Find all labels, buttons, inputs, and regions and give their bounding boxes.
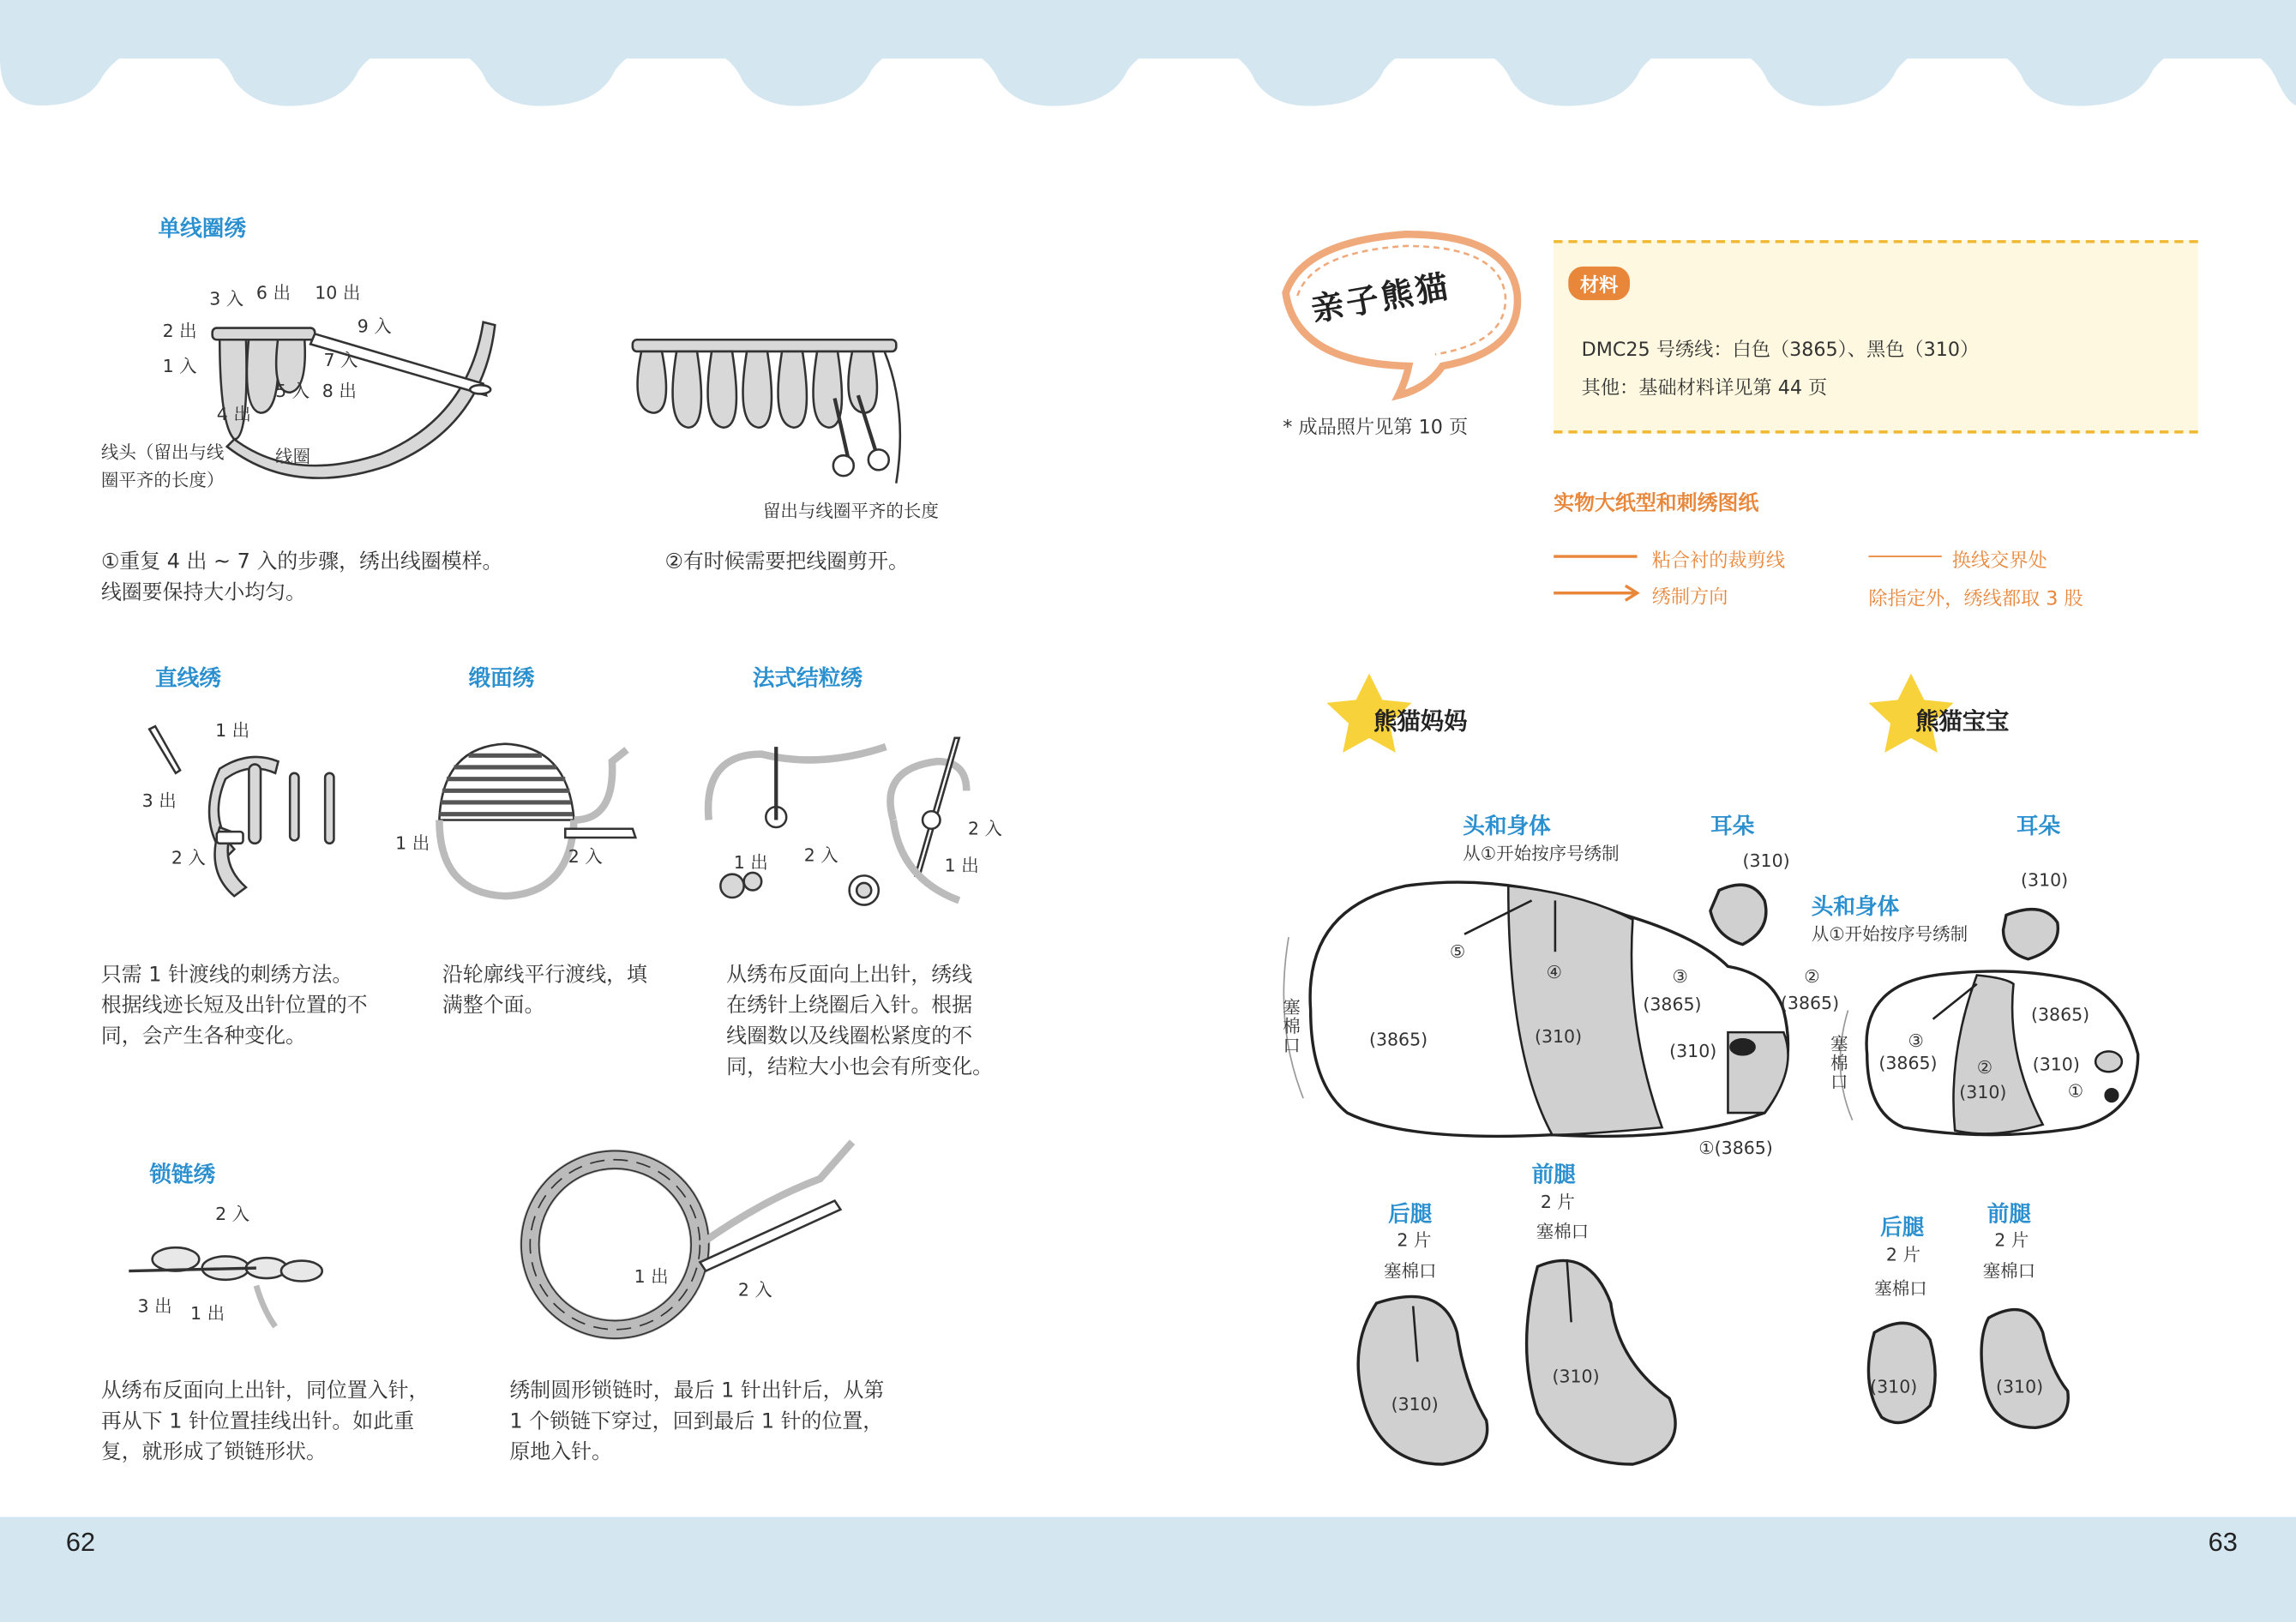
- baby-color-3865-a: (3865): [1878, 1053, 1938, 1073]
- mother-num-5: ⑤: [1449, 941, 1466, 963]
- chain-caption-2b: 1 个锁链下穿过，回到最后 1 针的位置，: [509, 1409, 884, 1434]
- baby-back-leg: [1868, 1323, 1935, 1422]
- mother-color-310-b: (310): [1669, 1041, 1717, 1062]
- label-2out: 2 出: [162, 321, 197, 341]
- french-label-1out: 1 出: [733, 852, 768, 873]
- label-3in: 3 入: [209, 288, 244, 309]
- straight-label-1out: 1 出: [215, 720, 250, 742]
- baby-front-leg-color: (310): [1996, 1376, 2044, 1397]
- baby-color-3865-b: (3865): [2030, 1004, 2090, 1025]
- straight-label-3out: 3 出: [141, 790, 177, 812]
- mother-num-3: ③: [1672, 966, 1688, 988]
- label-tail-a: 线头（留出与线: [100, 442, 225, 463]
- mother-back-leg: [1358, 1296, 1488, 1464]
- satin-stitch-diagram: [439, 744, 635, 897]
- label-8out: 8 出: [322, 381, 357, 401]
- materials-line-1: DMC25 号绣线：白色（3865）、黑色（310）: [1581, 339, 1980, 362]
- mother-back-leg-title: 后腿: [1388, 1200, 1433, 1228]
- mother-stuff-label: 塞棉口: [1283, 997, 1301, 1056]
- satin-caption-a: 沿轮廓线平行渡线，填: [442, 963, 647, 988]
- baby-head-body-title: 头和身体: [1811, 892, 1900, 920]
- mother-ear-title: 耳朵: [1710, 812, 1755, 839]
- single-loop-caption-1b: 线圈要保持大小均匀。: [100, 581, 306, 605]
- straight-caption-c: 同，会产生各种变化。: [100, 1024, 306, 1048]
- legend-direction: 绣制方向: [1651, 586, 1728, 610]
- mother-order-note: 从①开始按序号绣制: [1463, 843, 1620, 864]
- label-9in: 9 入: [357, 315, 392, 337]
- french-knot-title: 法式结粒绣: [752, 664, 863, 692]
- baby-front-leg-title: 前腿: [1986, 1200, 2032, 1228]
- mother-front-leg-stuff: 塞棉口: [1536, 1221, 1590, 1242]
- mother-front-leg-color: (310): [1552, 1366, 1600, 1387]
- mother-color-3865-a: (3865): [1368, 1029, 1428, 1050]
- baby-back-leg-pcs: 2 片: [1885, 1244, 1920, 1265]
- mother-back-leg-pcs: 2 片: [1397, 1229, 1432, 1251]
- baby-front-leg-stuff: 塞棉口: [1982, 1260, 2036, 1282]
- french-label-2in-b: 2 入: [967, 818, 1003, 839]
- straight-caption-a: 只需 1 针渡线的刺绣方法。: [100, 963, 353, 988]
- baby-num-3: ③: [1908, 1030, 1924, 1052]
- chain-circle-label-2in: 2 入: [737, 1279, 772, 1301]
- label-tail-b: 圈平齐的长度）: [100, 470, 225, 491]
- chain-title: 锁链绣: [149, 1161, 216, 1188]
- french-caption-d: 同，结粒大小也会有所变化。: [726, 1055, 994, 1079]
- single-loop-diagram-2: [633, 339, 900, 483]
- baby-front-leg-pcs: 2 片: [1994, 1229, 2029, 1251]
- baby-ear-title: 耳朵: [2016, 812, 2061, 839]
- straight-stitch-diagram: [149, 726, 334, 896]
- label-6out: 6 出: [255, 282, 291, 303]
- chain-caption-2a: 绣制圆形锁链时，最后 1 针出针后，从第: [509, 1379, 885, 1403]
- chain-label-2in: 2 入: [215, 1203, 250, 1224]
- pattern-title: 实物大纸型和刺绣图纸: [1554, 491, 1759, 516]
- baby-stuff-label: 塞棉口: [1830, 1033, 1848, 1093]
- single-loop-caption-1a: ①重复 4 出 ~ 7 入的步骤，绣出线圈模样。: [100, 550, 503, 574]
- baby-num-1: ①: [2067, 1080, 2084, 1102]
- label-10out: 10 出: [315, 282, 361, 303]
- satin-label-1out: 1 出: [395, 832, 430, 854]
- mother-num-1: ①(3865): [1698, 1138, 1773, 1159]
- baby-back-leg-title: 后腿: [1880, 1213, 1925, 1241]
- chain-label-3out: 3 出: [137, 1295, 172, 1317]
- label-1in: 1 入: [162, 356, 197, 376]
- french-knot-diagram: [708, 738, 966, 905]
- baby-color-310-b: (310): [2032, 1054, 2080, 1075]
- mother-num-4: ④: [1546, 962, 1563, 983]
- mother-back-leg-stuff: 塞棉口: [1384, 1260, 1437, 1282]
- satin-label-2in: 2 入: [568, 846, 603, 868]
- french-label-1out-b: 1 出: [944, 855, 979, 876]
- chain-caption-1a: 从绣布反面向上出针，同位置入针，: [100, 1379, 430, 1403]
- materials-tag: 材料: [1568, 267, 1630, 300]
- satin-caption-b: 满整个面。: [442, 994, 545, 1018]
- baby-order-note: 从①开始按序号绣制: [1811, 923, 1968, 945]
- baby-ear-color: (310): [2021, 869, 2069, 891]
- baby-back-leg-color: (310): [1870, 1376, 1918, 1397]
- chain-label-1out: 1 出: [190, 1303, 225, 1325]
- baby-color-310-a: (310): [1959, 1082, 2007, 1103]
- mother-back-leg-color: (310): [1391, 1394, 1439, 1415]
- baby-num-2: ②: [1976, 1057, 1993, 1078]
- label-4out: 4 出: [216, 404, 251, 425]
- materials-line-2: 其他：基础材料详见第 44 页: [1581, 377, 1828, 400]
- legend-strands: 除指定外，绣线都取 3 股: [1868, 588, 2083, 611]
- straight-title: 直线绣: [155, 664, 221, 692]
- mother-ear-color: (310): [1742, 850, 1790, 872]
- straight-label-2in: 2 入: [171, 847, 206, 868]
- scalloped-header: [0, 0, 2296, 106]
- french-caption-a: 从绣布反面向上出针，绣线: [726, 963, 973, 988]
- label-5in: 5 入: [275, 381, 310, 401]
- satin-title: 缎面绣: [468, 664, 535, 692]
- mother-color-3865-b: (3865): [1643, 994, 1702, 1015]
- mother-front-leg: [1527, 1259, 1676, 1464]
- legend-swap: 换线交界处: [1951, 550, 2047, 573]
- french-label-2in: 2 入: [803, 844, 838, 866]
- page-number-left: 62: [65, 1527, 96, 1557]
- straight-caption-b: 根据线迹长短及出针位置的不: [100, 994, 368, 1018]
- chain-circle-diagram: [521, 1142, 852, 1338]
- mother-label: 熊猫妈妈: [1373, 706, 1468, 736]
- legend-cut: 粘合衬的裁剪线: [1651, 550, 1786, 573]
- label-7in: 7 入: [323, 350, 358, 371]
- mother-color-3865-c: (3865): [1780, 993, 1840, 1013]
- mother-front-leg-pcs: 2 片: [1540, 1192, 1575, 1213]
- french-caption-c: 线圈数以及线圈松紧度的不: [726, 1024, 973, 1048]
- label-loop: 线圈: [275, 446, 311, 467]
- project-title: 亲子熊猫: [1308, 268, 1454, 330]
- chain-circle-label-1out: 1 出: [634, 1266, 669, 1288]
- label-keep: 留出与线圈平齐的长度: [762, 501, 939, 522]
- single-loop-title: 单线圈绣: [158, 215, 246, 242]
- french-caption-b: 在绣针上绕圈后入针。根据: [726, 994, 973, 1018]
- chain-caption-2c: 原地入针。: [509, 1440, 612, 1464]
- mother-body-pattern: [1283, 882, 1788, 1136]
- mother-color-310-a: (310): [1534, 1026, 1583, 1048]
- baby-back-leg-stuff: 塞棉口: [1874, 1278, 1927, 1299]
- baby-label: 熊猫宝宝: [1915, 706, 2010, 736]
- single-loop-caption-2: ②有时候需要把线圈剪开。: [664, 550, 909, 574]
- baby-front-leg: [1981, 1310, 2068, 1428]
- chain-caption-1b: 再从下 1 针位置挂线出针。如此重: [100, 1409, 415, 1434]
- photo-note: * 成品照片见第 10 页: [1283, 417, 1469, 440]
- footer-band: [0, 1517, 2296, 1622]
- mother-front-leg-title: 前腿: [1531, 1161, 1576, 1188]
- chain-caption-1c: 复，就形成了锁链形状。: [100, 1440, 327, 1464]
- mother-num-2: ②: [1804, 966, 1820, 988]
- page-number-right: 63: [2208, 1527, 2238, 1557]
- mother-head-body-title: 头和身体: [1463, 812, 1551, 839]
